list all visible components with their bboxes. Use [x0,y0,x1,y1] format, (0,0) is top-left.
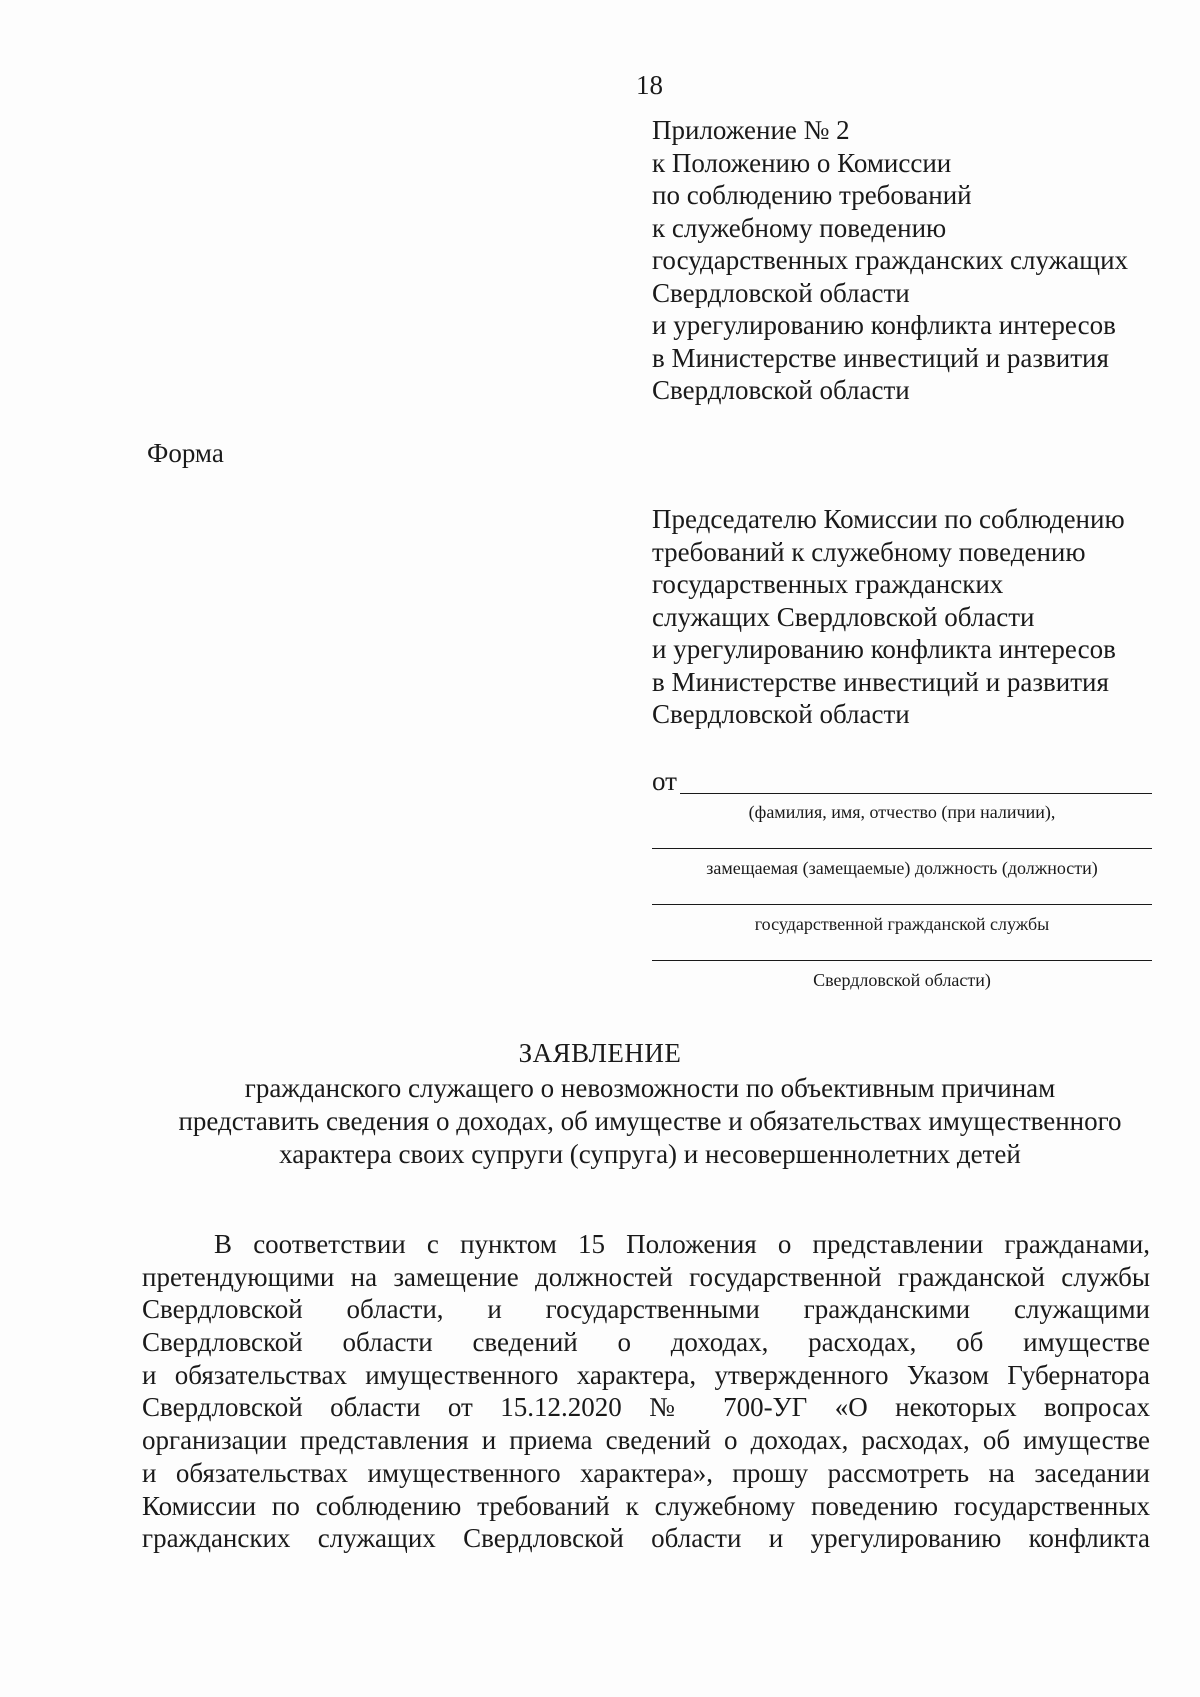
appendix-line: к Положению о Комиссии [652,147,952,178]
appendix-line: и урегулированию конфликта интересов [652,310,1116,340]
body-line: и обязательствах имущественного характера, утвержденного Указом Губернатора [142,1359,1150,1390]
body-paragraph [142,1228,1150,1555]
addressee-line: Председателю Комиссии по соблюдению [652,504,1125,534]
region-blank-line[interactable] [652,960,1152,961]
subtitle-line: представить сведения о доходах, об имуществе и обязательствах имущественного [178,1106,1122,1136]
body-line: Комиссии по соблюдению требований к служебному поведению государственных [142,1490,1150,1521]
addressee-line: в Министерстве инвестиций и развития [652,666,1109,697]
page-number: 18 [636,70,663,100]
appendix-line: по соблюдению требований [652,180,972,210]
form-label: Форма [147,438,224,468]
subtitle-line: характера своих супруги (супруга) и несовершеннолетних детей [279,1139,1021,1169]
appendix-header [652,114,1172,407]
name-blank-line[interactable] [680,793,1152,794]
from-row [652,766,1152,800]
subtitle-line: гражданского служащего о невозможности по объективным причинам [244,1073,1056,1103]
caption-full-name: (фамилия, имя, отчество (при наличии), [748,802,1056,822]
caption-civil-service: государственной гражданской службы [754,914,1050,934]
appendix-line: Свердловской области [652,375,910,405]
body-line: Свердловской области, и государственными гражданскими служащими [142,1294,1150,1325]
addressee-block [652,503,1172,731]
appendix-line: в Министерстве инвестиций и развития [652,342,1109,373]
appendix-line: Приложение № 2 [652,115,850,145]
addressee-line: Свердловской области [652,699,910,729]
position-blank-line[interactable] [652,848,1152,849]
body-line: В соответствии с пунктом 15 Положения о представлении гражданами, [214,1229,1150,1259]
applicant-fields [652,766,1152,990]
document-title: ЗАЯВЛЕНИЕ [518,1038,682,1068]
document-subtitle [140,1072,1160,1171]
appendix-line: к служебному поведению [652,212,947,243]
addressee-line: государственных гражданских [652,569,1004,599]
service-blank-line[interactable] [652,904,1152,905]
from-prefix: от [652,766,677,796]
body-line: организации представления и приема сведений о доходах, расходах, об имуществе [142,1425,1150,1456]
body-line: и обязательствах имущественного характера», прошу рассмотреть на заседании [142,1457,1150,1488]
addressee-line: требований к служебному поведению [652,536,1086,567]
caption-region: Свердловской области) [813,970,991,990]
addressee-line: служащих Свердловской области [652,601,1035,632]
body-line: гражданских служащих Свердловской области и урегулированию конфликта [142,1523,1150,1554]
body-line: Свердловской области сведений о доходах, расходах, об имуществе [142,1327,1150,1358]
appendix-line: государственных гражданских служащих [652,245,1129,275]
body-line: Свердловской области от 15.12.2020 № 700-УГ «О некоторых вопросах [142,1392,1150,1423]
caption-position: замещаемая (замещаемые) должность (должности) [706,858,1098,878]
appendix-line: Свердловской области [652,277,910,308]
addressee-line: и урегулированию конфликта интересов [652,634,1116,664]
body-line: претендующими на замещение должностей государственной гражданской службы [142,1261,1150,1292]
